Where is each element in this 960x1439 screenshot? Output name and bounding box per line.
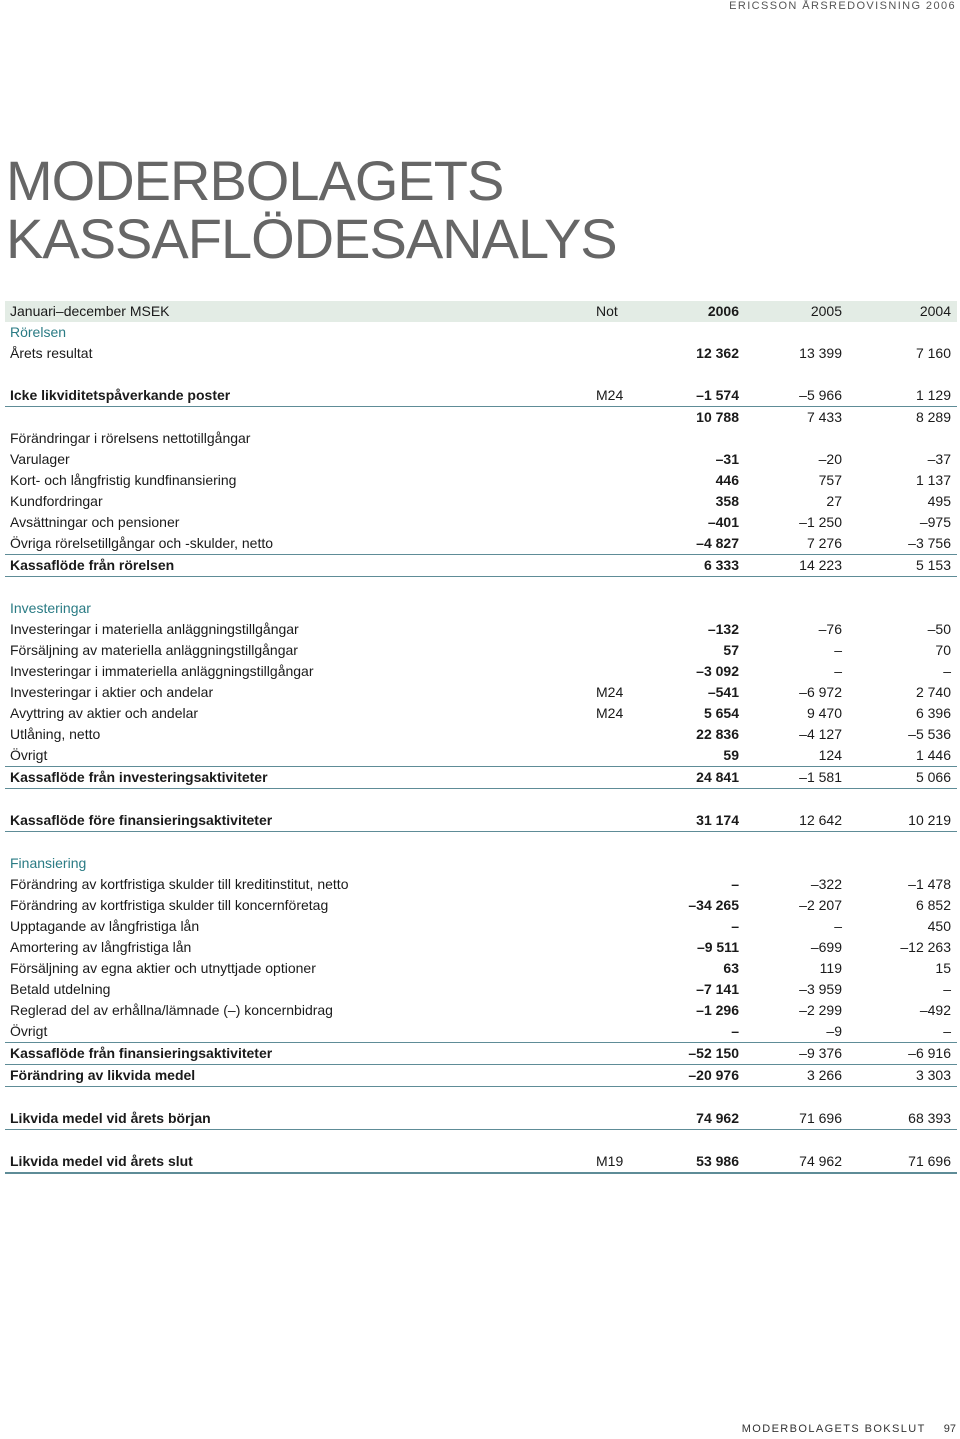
row-value-2005: 757 [818, 472, 842, 488]
spacer-row [5, 577, 957, 598]
table-row [5, 1021, 957, 1043]
row-label: Betald utdelning [10, 981, 111, 997]
row-value-2004: 5 066 [915, 769, 951, 785]
table-row [5, 895, 957, 916]
row-value-2005: 74 962 [799, 1153, 842, 1169]
row-value-2006: 74 962 [696, 1110, 739, 1126]
table-row [5, 703, 957, 724]
row-label: Amortering av långfristiga lån [10, 939, 192, 955]
row-value-2006: 24 841 [696, 769, 739, 785]
header-year-2005: 2005 [810, 303, 842, 319]
row-value-2004: –5 536 [908, 726, 951, 742]
table-row [5, 916, 957, 937]
row-label: Avyttring av aktier och andelar [10, 705, 199, 721]
row-label: Förändringar i rörelsens nettotillgångar [10, 430, 251, 446]
row-label: Investeringar i aktier och andelar [10, 684, 214, 700]
row-label: Icke likviditetspåverkande poster [10, 387, 231, 403]
row-value-2005: 7 433 [806, 409, 842, 425]
row-note: M19 [596, 1153, 624, 1169]
table-row [5, 385, 957, 407]
table-row [5, 810, 957, 832]
row-value-2005: 119 [819, 960, 842, 976]
row-value-2005: –1 581 [799, 769, 842, 785]
row-value-2006: 10 788 [696, 409, 739, 425]
row-value-2006: –4 827 [696, 535, 739, 551]
row-value-2006: 53 986 [696, 1153, 739, 1169]
row-value-2004: 15 [935, 960, 951, 976]
row-value-2005: 9 470 [806, 705, 842, 721]
row-value-2005: –699 [810, 939, 842, 955]
row-value-2006: –132 [707, 621, 739, 637]
row-value-2004: 8 289 [915, 409, 951, 425]
row-label: Kassaflöde före finansieringsaktiviteter [10, 812, 273, 828]
table-row [5, 449, 957, 470]
row-value-2006: 446 [715, 472, 739, 488]
row-value-2006: 57 [723, 642, 739, 658]
row-note: M24 [596, 387, 624, 403]
table-row [5, 661, 957, 682]
table-row [5, 767, 957, 789]
row-value-2005: 14 223 [799, 557, 842, 573]
table-row [5, 1043, 957, 1065]
row-value-2005: –322 [810, 876, 842, 892]
table-row [5, 682, 957, 703]
row-label: Övrigt [10, 747, 48, 763]
table-row [5, 640, 957, 661]
spacer-row [5, 1087, 957, 1108]
row-value-2004: 10 219 [908, 812, 951, 828]
row-label: Investeringar i materiella anläggningstillgångar [10, 621, 299, 637]
row-value-2005: 12 642 [799, 812, 842, 828]
row-label: Kassaflöde från rörelsen [10, 557, 175, 573]
row-value-2005: – [834, 918, 842, 934]
footer-section-title: MODERBOLAGETS BOKSLUT [741, 1423, 926, 1435]
row-value-2006: –401 [707, 514, 739, 530]
table-row [5, 1000, 957, 1021]
row-value-2006: –7 141 [696, 981, 739, 997]
row-label: Kort- och långfristig kundfinansiering [10, 472, 237, 488]
row-value-2004: 1 129 [915, 387, 951, 403]
row-value-2004: –3 756 [908, 535, 951, 551]
row-value-2004: –37 [927, 451, 951, 467]
row-label: Kassaflöde från finansieringsaktiviteter [10, 1045, 273, 1061]
table-header-row [5, 301, 957, 322]
row-value-2004: 71 696 [908, 1153, 951, 1169]
row-value-2006: –52 150 [688, 1045, 739, 1061]
row-label: Varulager [10, 451, 70, 467]
row-label: Förändring av likvida medel [10, 1067, 196, 1083]
row-value-2006: 358 [715, 493, 739, 509]
table-row [5, 512, 957, 533]
header-period-label: Januari–december MSEK [10, 303, 170, 319]
row-label: Likvida medel vid årets början [10, 1110, 211, 1126]
table-row [5, 428, 957, 449]
row-value-2006: 63 [723, 960, 739, 976]
page-footer [742, 1423, 956, 1435]
table-row [5, 958, 957, 979]
row-label: Kundfordringar [10, 493, 103, 509]
table-row [5, 745, 957, 767]
row-label: Reglerad del av erhållna/lämnade (–) koncernbidrag [10, 1002, 333, 1018]
row-value-2004: – [943, 663, 951, 679]
row-value-2004: 5 153 [915, 557, 951, 573]
row-label: Finansiering [10, 855, 87, 871]
table-body [5, 322, 957, 1174]
row-value-2006: – [731, 876, 739, 892]
row-value-2004: 7 160 [915, 345, 951, 361]
table-row [5, 491, 957, 512]
row-value-2005: 71 696 [799, 1110, 842, 1126]
row-value-2006: 6 333 [703, 557, 739, 573]
row-value-2005: –3 959 [799, 981, 842, 997]
row-value-2005: – [834, 663, 842, 679]
row-value-2004: –492 [919, 1002, 951, 1018]
row-label: Förändring av kortfristiga skulder till koncernföretag [10, 897, 329, 913]
row-label: Försäljning av materiella anläggningstillgångar [10, 642, 298, 658]
page-title-line-2: KASSAFLÖDESANALYS [6, 207, 617, 270]
table-row [5, 937, 957, 958]
section-heading-row [5, 598, 957, 619]
row-value-2006: – [731, 1023, 739, 1039]
row-value-2006: –20 976 [688, 1067, 739, 1083]
row-label: Förändring av kortfristiga skulder till kreditinstitut, netto [10, 876, 349, 892]
row-value-2004: 1 137 [915, 472, 951, 488]
table-row [5, 874, 957, 895]
row-value-2006: –3 092 [696, 663, 739, 679]
running-header: ERICSSON ÅRSREDOVISNING 2006 [729, 0, 956, 12]
row-value-2006: 31 174 [696, 812, 739, 828]
section-heading-row [5, 322, 957, 343]
row-label: Årets resultat [10, 345, 93, 361]
row-value-2005: –76 [818, 621, 842, 637]
section-heading-row [5, 853, 957, 874]
row-value-2004: 3 303 [915, 1067, 951, 1083]
row-value-2005: –5 966 [799, 387, 842, 403]
spacer-row [5, 364, 957, 385]
row-value-2006: –31 [715, 451, 739, 467]
row-value-2004: – [943, 981, 951, 997]
row-value-2005: –2 207 [799, 897, 842, 913]
row-value-2006: 12 362 [696, 345, 739, 361]
row-label: Kassaflöde från investeringsaktiviteter [10, 769, 268, 785]
row-value-2006: 59 [723, 747, 739, 763]
row-label: Investeringar i immateriella anläggningstillgångar [10, 663, 314, 679]
row-label: Upptagande av långfristiga lån [10, 918, 200, 934]
page-number: 97 [943, 1423, 956, 1435]
row-value-2004: –50 [927, 621, 951, 637]
row-value-2004: 70 [935, 642, 951, 658]
cash-flow-table [5, 301, 957, 1174]
page-title-line-1: MODERBOLAGETS [6, 149, 504, 212]
table-row [5, 555, 957, 577]
row-value-2005: – [834, 642, 842, 658]
row-label: Övriga rörelsetillgångar och -skulder, netto [10, 535, 274, 551]
row-value-2005: –6 972 [799, 684, 842, 700]
row-value-2006: 5 654 [703, 705, 739, 721]
header-year-2004: 2004 [919, 303, 951, 319]
row-value-2005: 13 399 [799, 345, 842, 361]
row-value-2005: 124 [818, 747, 842, 763]
row-label: Försäljning av egna aktier och utnyttjade optioner [10, 960, 316, 976]
row-value-2004: –975 [919, 514, 951, 530]
table-row [5, 1065, 957, 1087]
table-row [5, 979, 957, 1000]
row-label: Utlåning, netto [10, 726, 101, 742]
table-row [5, 619, 957, 640]
row-value-2005: –4 127 [799, 726, 842, 742]
row-value-2005: 3 266 [806, 1067, 842, 1083]
row-value-2005: –9 376 [799, 1045, 842, 1061]
table-row [5, 470, 957, 491]
row-value-2006: –34 265 [688, 897, 739, 913]
row-value-2004: – [943, 1023, 951, 1039]
row-value-2004: 68 393 [908, 1110, 951, 1126]
row-note: M24 [596, 705, 624, 721]
row-value-2005: –2 299 [799, 1002, 842, 1018]
table-row [5, 1151, 957, 1174]
row-value-2006: –1 574 [696, 387, 739, 403]
page-title [6, 149, 617, 270]
row-value-2006: 22 836 [696, 726, 739, 742]
spacer-row [5, 832, 957, 853]
row-label: Avsättningar och pensioner [10, 514, 180, 530]
row-value-2004: –1 478 [908, 876, 951, 892]
row-value-2005: 27 [826, 493, 842, 509]
row-label: Likvida medel vid årets slut [10, 1153, 193, 1169]
row-value-2005: –20 [818, 451, 842, 467]
row-note: M24 [596, 684, 624, 700]
row-value-2004: 450 [927, 918, 951, 934]
row-value-2004: 1 446 [915, 747, 951, 763]
row-value-2006: – [731, 918, 739, 934]
row-value-2004: 2 740 [915, 684, 951, 700]
table-row [5, 724, 957, 745]
table-row [5, 343, 957, 364]
row-value-2006: –9 511 [696, 939, 739, 955]
row-value-2004: –6 916 [908, 1045, 951, 1061]
row-value-2005: 7 276 [806, 535, 842, 551]
row-value-2006: –1 296 [696, 1002, 739, 1018]
spacer-row [5, 1130, 957, 1151]
row-label: Övrigt [10, 1023, 48, 1039]
row-label: Rörelsen [10, 324, 67, 340]
row-value-2004: 495 [927, 493, 951, 509]
row-value-2004: –12 263 [900, 939, 951, 955]
row-value-2006: –541 [707, 684, 739, 700]
row-value-2004: 6 396 [915, 705, 951, 721]
table-row [5, 407, 957, 428]
row-value-2005: –1 250 [799, 514, 842, 530]
spacer-row [5, 789, 957, 810]
row-label: Investeringar [10, 600, 91, 616]
header-year-2006: 2006 [707, 303, 739, 319]
header-note-label: Not [596, 303, 618, 319]
row-value-2005: –9 [826, 1023, 842, 1039]
table-row [5, 1108, 957, 1130]
table-row [5, 533, 957, 555]
row-value-2004: 6 852 [915, 897, 951, 913]
